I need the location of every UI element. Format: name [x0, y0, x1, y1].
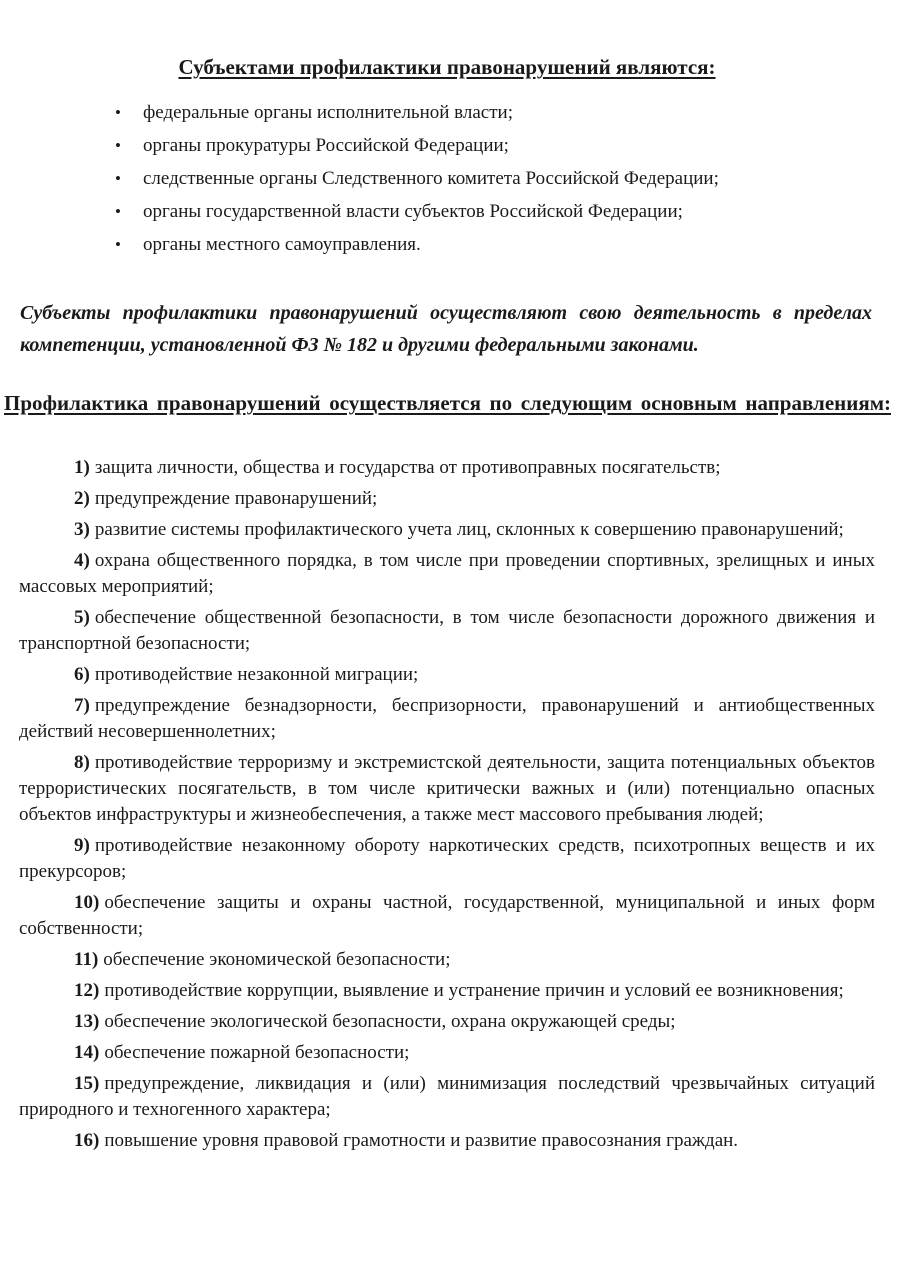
numbered-item	[19, 605, 875, 657]
list-item	[115, 202, 875, 222]
item-text: противодействие незаконному обороту наркотических средств, психотропных веществ и их прекурсоров;	[19, 835, 875, 882]
bullet-icon	[115, 202, 143, 222]
item-number: 11)	[74, 949, 99, 970]
item-number: 6)	[74, 664, 90, 685]
directions-list	[19, 455, 875, 1154]
item-text: предупреждение правонарушений;	[94, 488, 378, 509]
item-number: 15)	[74, 1073, 100, 1094]
item-number: 4)	[74, 550, 90, 571]
list-item	[115, 169, 875, 189]
item-number: 10)	[74, 892, 100, 913]
numbered-item	[19, 833, 875, 885]
item-number: 8)	[74, 752, 90, 773]
item-number: 5)	[74, 607, 90, 628]
item-text: обеспечение пожарной безопасности;	[104, 1042, 410, 1063]
heading-directions: Профилактика правонарушений осуществляется по следующим основным направлениям:	[4, 391, 891, 415]
numbered-item	[19, 486, 875, 512]
item-text: противодействие терроризму и экстремистской деятельности, защита потенциальных объектов террористических посягательств, в том числе критически важных и (или) потенциально опасных объектов инфраструктуры и жизнеобеспечения, а также мест массового пребывания людей;	[19, 752, 875, 825]
numbered-item	[19, 1009, 875, 1035]
numbered-item	[19, 693, 875, 745]
list-item	[115, 235, 875, 255]
subjects-list	[115, 103, 875, 255]
list-item-text: федеральные органы исполнительной власти;	[143, 102, 513, 123]
numbered-item	[19, 662, 875, 688]
numbered-item	[19, 1128, 875, 1154]
heading-subjects: Субъектами профилактики правонарушений являются:	[178, 55, 716, 79]
item-text: противодействие незаконной миграции;	[94, 664, 419, 685]
item-number: 16)	[74, 1130, 100, 1151]
numbered-item	[19, 890, 875, 942]
item-text: обеспечение защиты и охраны частной, государственной, муниципальной и иных форм собственности;	[19, 892, 875, 939]
list-item-text: следственные органы Следственного комитета Российской Федерации;	[143, 168, 719, 189]
numbered-item	[19, 947, 875, 973]
item-number: 2)	[74, 488, 90, 509]
numbered-item	[19, 455, 875, 481]
item-text: обеспечение общественной безопасности, в том числе безопасности дорожного движения и транспортной безопасности;	[19, 607, 875, 654]
item-number: 14)	[74, 1042, 100, 1063]
item-number: 9)	[74, 835, 90, 856]
bullet-icon	[115, 169, 143, 189]
item-number: 7)	[74, 695, 90, 716]
list-item	[115, 103, 875, 123]
item-text: повышение уровня правовой грамотности и развитие правосознания граждан.	[104, 1130, 739, 1151]
list-item-text: органы прокуратуры Российской Федерации;	[143, 135, 509, 156]
list-item-text: органы государственной власти субъектов Российской Федерации;	[143, 201, 683, 222]
numbered-item	[19, 1040, 875, 1066]
numbered-item	[19, 750, 875, 828]
bullet-icon	[115, 136, 143, 156]
item-number: 3)	[74, 519, 90, 540]
item-text: предупреждение, ликвидация и (или) минимизация последствий чрезвычайных ситуаций природного и техногенного характера;	[19, 1073, 875, 1120]
list-item-text: органы местного самоуправления.	[143, 234, 421, 255]
list-item	[115, 136, 875, 156]
item-text: противодействие коррупции, выявление и устранение причин и условий ее возникновения;	[104, 980, 844, 1001]
numbered-item	[19, 517, 875, 543]
item-text: охрана общественного порядка, в том числе при проведении спортивных, зрелищных и иных массовых мероприятий;	[19, 550, 875, 597]
item-text: защита личности, общества и государства от противоправных посягательств;	[94, 457, 721, 478]
item-number: 13)	[74, 1011, 100, 1032]
bullet-icon	[115, 235, 143, 255]
item-text: обеспечение экологической безопасности, охрана окружающей среды;	[104, 1011, 676, 1032]
item-number: 1)	[74, 457, 90, 478]
item-text: развитие системы профилактического учета лиц, склонных к совершению правонарушений;	[94, 519, 844, 540]
item-number: 12)	[74, 980, 100, 1001]
competence-note: Субъекты профилактики правонарушений осуществляют свою деятельность в пределах компетенции, установленной ФЗ № 182 и другими федеральными законами.	[20, 302, 872, 356]
item-text: обеспечение экономической безопасности;	[103, 949, 451, 970]
numbered-item	[19, 1071, 875, 1123]
numbered-item	[19, 548, 875, 600]
numbered-item	[19, 978, 875, 1004]
bullet-icon	[115, 103, 143, 123]
item-text: предупреждение безнадзорности, беспризорности, правонарушений и антиобщественных действий несовершеннолетних;	[19, 695, 875, 742]
